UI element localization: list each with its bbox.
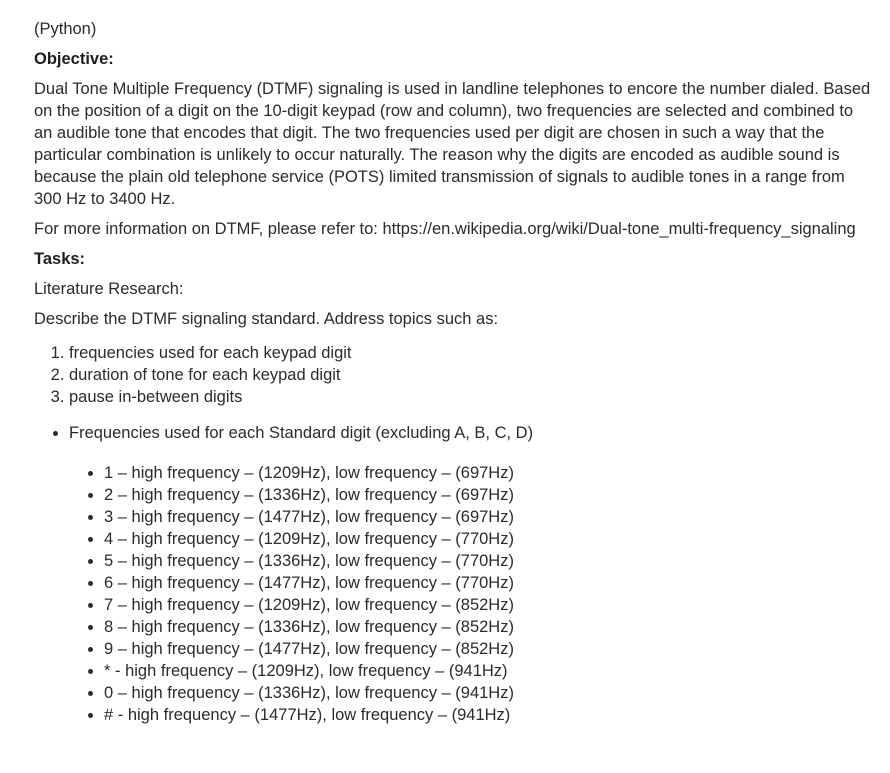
document-body xyxy=(34,18,874,726)
digit-frequency-item: • 4 – high frequency – (1209Hz), low frequency – (770Hz) xyxy=(104,528,874,550)
frequencies-label: • Frequencies used for each Standard digit (excluding A, B, C, D) xyxy=(69,424,534,442)
objective-heading: Objective: xyxy=(34,50,114,68)
objective-paragraph: Dual Tone Multiple Frequency (DTMF) signaling is used in landline telephones to encore the number dialed. Based on the position of a digit on the 10-digit keypad (row and column), two frequencies are selected and combined to an audible tone that encodes that digit. The two frequencies used per digit are chosen in such a way that the particular combination is unlikely to occur naturally. The reason why the digits are encoded as audible sound is because the plain old telephone service (POTS) limited transmission of signals to audible tones in a range from 300 Hz to 3400 Hz. xyxy=(34,80,871,208)
digit-frequency-item: • * - high frequency – (1209Hz), low frequency – (941Hz) xyxy=(104,660,874,682)
digit-frequency-item: • 5 – high frequency – (1336Hz), low frequency – (770Hz) xyxy=(104,550,874,572)
digit-frequency-item: • # - high frequency – (1477Hz), low frequency – (941Hz) xyxy=(104,704,874,726)
frequencies-section xyxy=(34,422,874,726)
language-label: (Python) xyxy=(34,20,97,38)
topics-list xyxy=(34,342,874,408)
digit-frequency-item: • 9 – high frequency – (1477Hz), low frequency – (852Hz) xyxy=(104,638,874,660)
digit-frequency-item: • 1 – high frequency – (1209Hz), low frequency – (697Hz) xyxy=(104,462,874,484)
topic-item: 2. duration of tone for each keypad digit xyxy=(69,364,874,386)
digit-frequency-item: • 0 – high frequency – (1336Hz), low frequency – (941Hz) xyxy=(104,682,874,704)
more-info-text: For more information on DTMF, please refer to: https://en.wikipedia.org/wiki/Dual-tone_multi-frequency_signaling xyxy=(34,220,856,238)
topic-item: 1. frequencies used for each keypad digit xyxy=(69,342,874,364)
digit-frequency-item: • 3 – high frequency – (1477Hz), low frequency – (697Hz) xyxy=(104,506,874,528)
literature-research-label: Literature Research: xyxy=(34,280,184,298)
tasks-heading: Tasks: xyxy=(34,250,86,268)
topic-item: 3. pause in-between digits xyxy=(69,386,874,408)
frequencies-digit-list xyxy=(69,462,874,726)
digit-frequency-item: • 7 – high frequency – (1209Hz), low frequency – (852Hz) xyxy=(104,594,874,616)
digit-frequency-item: • 2 – high frequency – (1336Hz), low frequency – (697Hz) xyxy=(104,484,874,506)
tasks-intro: Describe the DTMF signaling standard. Address topics such as: xyxy=(34,310,499,328)
digit-frequency-item: • 6 – high frequency – (1477Hz), low frequency – (770Hz) xyxy=(104,572,874,594)
frequencies-list-item xyxy=(69,422,874,726)
digit-frequency-item: • 8 – high frequency – (1336Hz), low frequency – (852Hz) xyxy=(104,616,874,638)
